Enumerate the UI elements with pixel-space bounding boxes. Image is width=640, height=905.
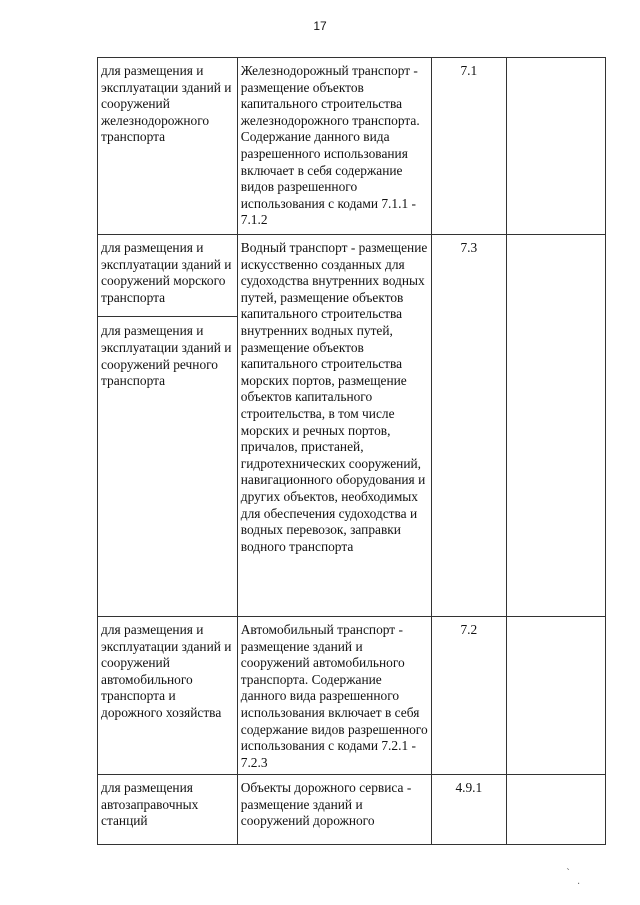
- code-cell: 4.9.1: [431, 775, 506, 845]
- scan-speck: `: [566, 868, 571, 879]
- purpose-text: для размещения и эксплуатации зданий и сооружений автомобильного транспорта и дорожного хозяйства: [101, 622, 232, 720]
- page-number: 17: [313, 19, 327, 33]
- purpose-text: для размещения автозаправочных станций: [101, 780, 199, 829]
- code-cell: 7.1: [431, 58, 506, 235]
- note-cell: [506, 775, 605, 845]
- code-cell: 7.2: [431, 617, 506, 775]
- table-row: [98, 775, 606, 845]
- purpose-text: для размещения и эксплуатации зданий и сооружений морского транспорта: [101, 240, 232, 305]
- table-row: [98, 235, 606, 617]
- purpose-cell: [98, 617, 238, 775]
- purpose-cell: [98, 58, 238, 235]
- note-cell: [506, 58, 605, 235]
- table-row: [98, 58, 606, 235]
- table-row: [98, 617, 606, 775]
- code-cell: 7.3: [431, 235, 506, 617]
- purpose-text: для размещения и эксплуатации зданий и сооружений железнодорожного транспорта: [101, 63, 232, 145]
- note-cell: [506, 235, 605, 617]
- purpose-cell: [98, 775, 238, 845]
- description-cell: Автомобильный транспорт - размещение зданий и сооружений автомобильного транспорта. Содержание данного вида разрешенного использования включает в себя содержание видов разрешенного использования с кодами 7.2.1 - 7.2.3: [237, 617, 431, 775]
- scan-speck: .: [577, 876, 581, 887]
- purpose-text: для размещения и эксплуатации зданий и сооружений речного транспорта: [98, 316, 237, 389]
- purpose-cell: [98, 235, 238, 617]
- description-cell: Водный транспорт - размещение искусственно созданных для судоходства внутренних водных путей, размещение объектов капитального строительства внутренних водных путей, размещение объектов капитального строительства морских портов, размещение объектов капитального строительства, в том числе морских и речных портов, причалов, пристаней, гидротехнических сооружений, навигационного оборудования и других объектов, необходимых для обеспечения судоходства и водных перевозок, заправки водного транспорта: [237, 235, 431, 617]
- land-use-table: [97, 57, 606, 845]
- description-cell: Железнодорожный транспорт - размещение объектов капитального строительства железнодорожного транспорта. Содержание данного вида разрешенного использования включает в себя содержание видов разрешенного использования с кодами 7.1.1 - 7.1.2: [237, 58, 431, 235]
- description-cell: Объекты дорожного сервиса - размещение зданий и сооружений дорожного: [237, 775, 431, 845]
- note-cell: [506, 617, 605, 775]
